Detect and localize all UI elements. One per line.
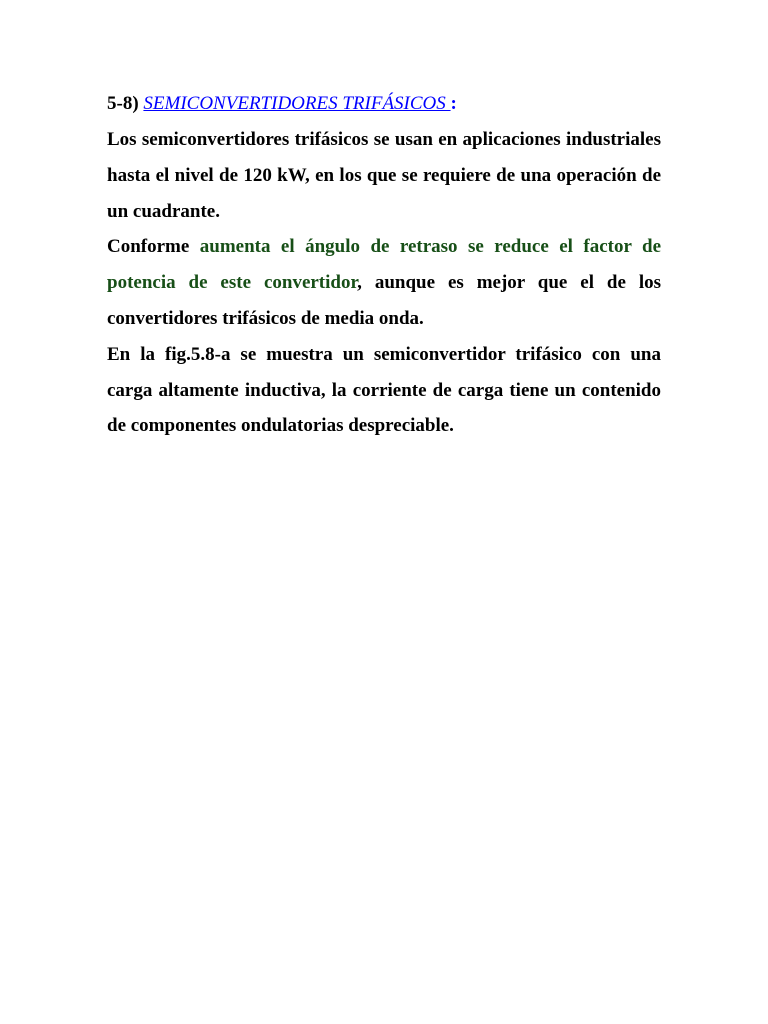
paragraph-2-end: , aunque es mejor que el de los convertidores trifásicos de media onda. (107, 272, 661, 329)
paragraph-2-highlight: aumenta el ángulo de retraso se reduce el factor de potencia de este convertidor (107, 236, 662, 294)
section-heading (107, 86, 661, 122)
section-title-link[interactable]: SEMICONVERTIDORES TRIFÁSICOS (143, 93, 451, 114)
paragraph-1: Los semiconvertidores trifásicos se usan en aplicaciones industriales hasta el nivel de 120 kW, en los que se requiere de una operación de un cuadrante. (107, 129, 661, 222)
section-number: 5-8) (107, 93, 144, 114)
section-colon: : (450, 93, 457, 114)
paragraph-3: En la fig.5.8-a se muestra un semiconvertidor trifásico con una carga altamente inductiva, la corriente de carga tiene un contenido de componentes ondulatorias despreciable. (107, 343, 661, 437)
paragraph-2-start: Conforme (107, 236, 200, 258)
document-page (107, 86, 661, 444)
paragraph-2 (107, 229, 661, 336)
